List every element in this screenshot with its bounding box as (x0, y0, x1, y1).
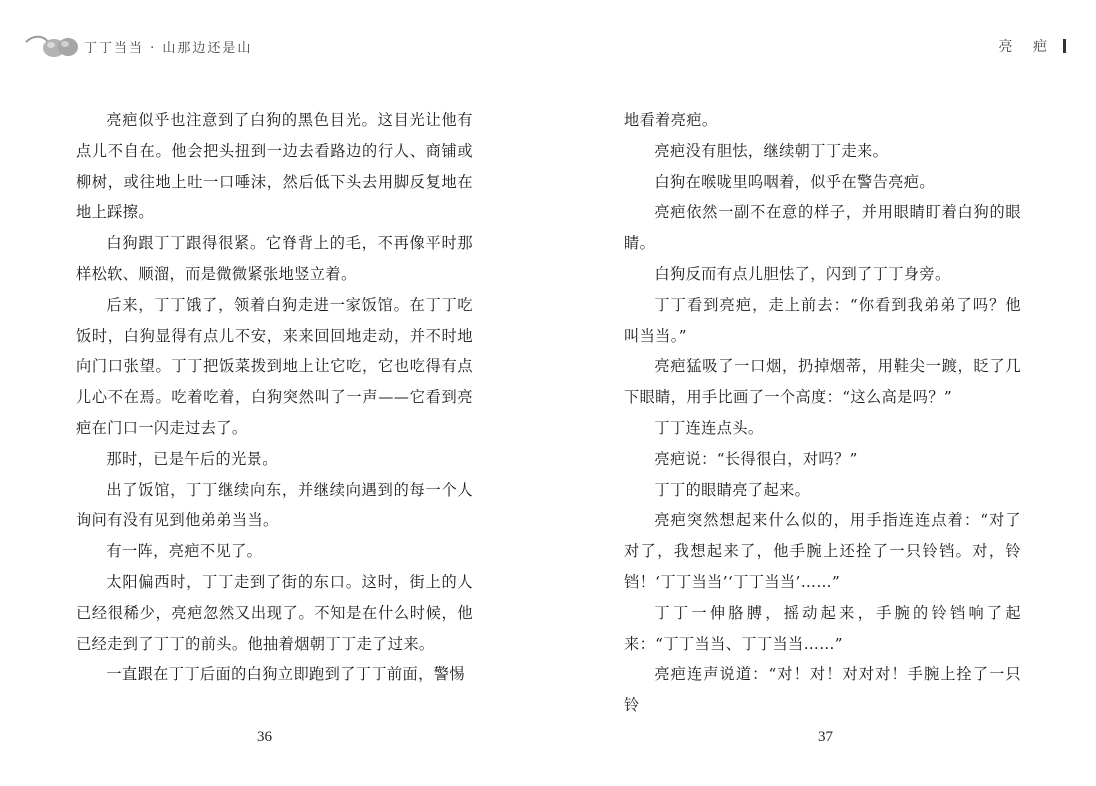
paragraph: 丁丁看到亮疤，走上前去：“你看到我弟弟了吗？他叫当当。” (624, 295, 1021, 345)
running-header-left (24, 28, 252, 62)
paragraph: 出了饭馆，丁丁继续向东，并继续向遇到的每一个人询问有没有见到他弟弟当当。 (76, 480, 473, 530)
paragraph: 白狗跟丁丁跟得很紧。它脊背上的毛，不再像平时那样松软、顺溜，而是微微紧张地竖立着。 (76, 234, 473, 283)
paragraph: 亮疤似乎也注意到了白狗的黑色目光。这目光让他有点儿不自在。他会把头扭到一边去看路边的行人、商铺或柳树，或往地上吐一口唾沫，然后低下头去用脚反复地在地上踩擦。 (76, 111, 473, 222)
page-number-right: 37 (818, 729, 833, 745)
paragraph: 亮疤依然一副不在意的样子，并用眼睛盯着白狗的眼睛。 (624, 203, 1021, 253)
series-title: 丁丁当当 · 山那边还是山 (84, 40, 253, 56)
paragraph: 亮疤猛吸了一口烟，扔掉烟蒂，用鞋尖一踱，眨了几下眼睛，用手比画了一个高度：“这么高是吗？” (624, 357, 1021, 407)
paragraph: 后来，丁丁饿了，领着白狗走进一家饭馆。在丁丁吃饭时，白狗显得有点儿不安，来来回回地走动，并不时地向门口张望。丁丁把饭菜拨到地上让它吃，它也吃得有点儿心不在焉。吃着吃着，白狗突然叫了一声——它看到亮疤在门口一闪走过去了。 (76, 295, 473, 437)
paragraph: 亮疤说：“长得很白，对吗？” (654, 449, 858, 468)
chapter-label: 亮 疤 (998, 39, 1055, 55)
left-page-body (76, 105, 473, 690)
paragraph: 白狗反而有点儿胆怯了，闪到了丁丁身旁。 (654, 264, 951, 283)
paragraph: 白狗在喉咙里呜咽着，似乎在警告亮疤。 (654, 172, 935, 191)
paragraph: 一直跟在丁丁后面的白狗立即跑到了丁丁前面，警惕 (106, 665, 465, 684)
gourd-logo-icon (24, 28, 82, 62)
paragraph: 有一阵，亮疤不见了。 (106, 542, 263, 561)
paragraph: 丁丁一伸胳膊，摇动起来，手腕的铃铛响了起来：“丁丁当当、丁丁当当……” (624, 603, 1021, 653)
running-header-right (999, 36, 1066, 56)
paragraph: 丁丁的眼睛亮了起来。 (654, 480, 811, 499)
paragraph: 亮疤连声说道：“对！对！对对对！手腕上拴了一只铃 (624, 665, 1021, 715)
right-page-body (624, 105, 1021, 721)
chapter-marker-bar (1063, 39, 1066, 53)
page-number-left: 36 (257, 729, 272, 745)
paragraph: 太阳偏西时，丁丁走到了街的东口。这时，街上的人已经很稀少，亮疤忽然又出现了。不知是在什么时候，他已经走到了丁丁的前头。他抽着烟朝丁丁走了过来。 (76, 572, 473, 653)
paragraph: 亮疤突然想起来什么似的，用手指连连点着：“对了对了，我想起来了，他手腕上还拴了一只铃铛。对，铃铛！‘丁丁当当’‘丁丁当当’……” (624, 511, 1021, 591)
paragraph: 那时，已是午后的光景。 (106, 449, 278, 468)
paragraph: 亮疤没有胆怯，继续朝丁丁走来。 (654, 141, 889, 160)
paragraph-continued: 地看着亮疤。 (624, 111, 718, 129)
paragraph: 丁丁连连点头。 (654, 418, 764, 437)
